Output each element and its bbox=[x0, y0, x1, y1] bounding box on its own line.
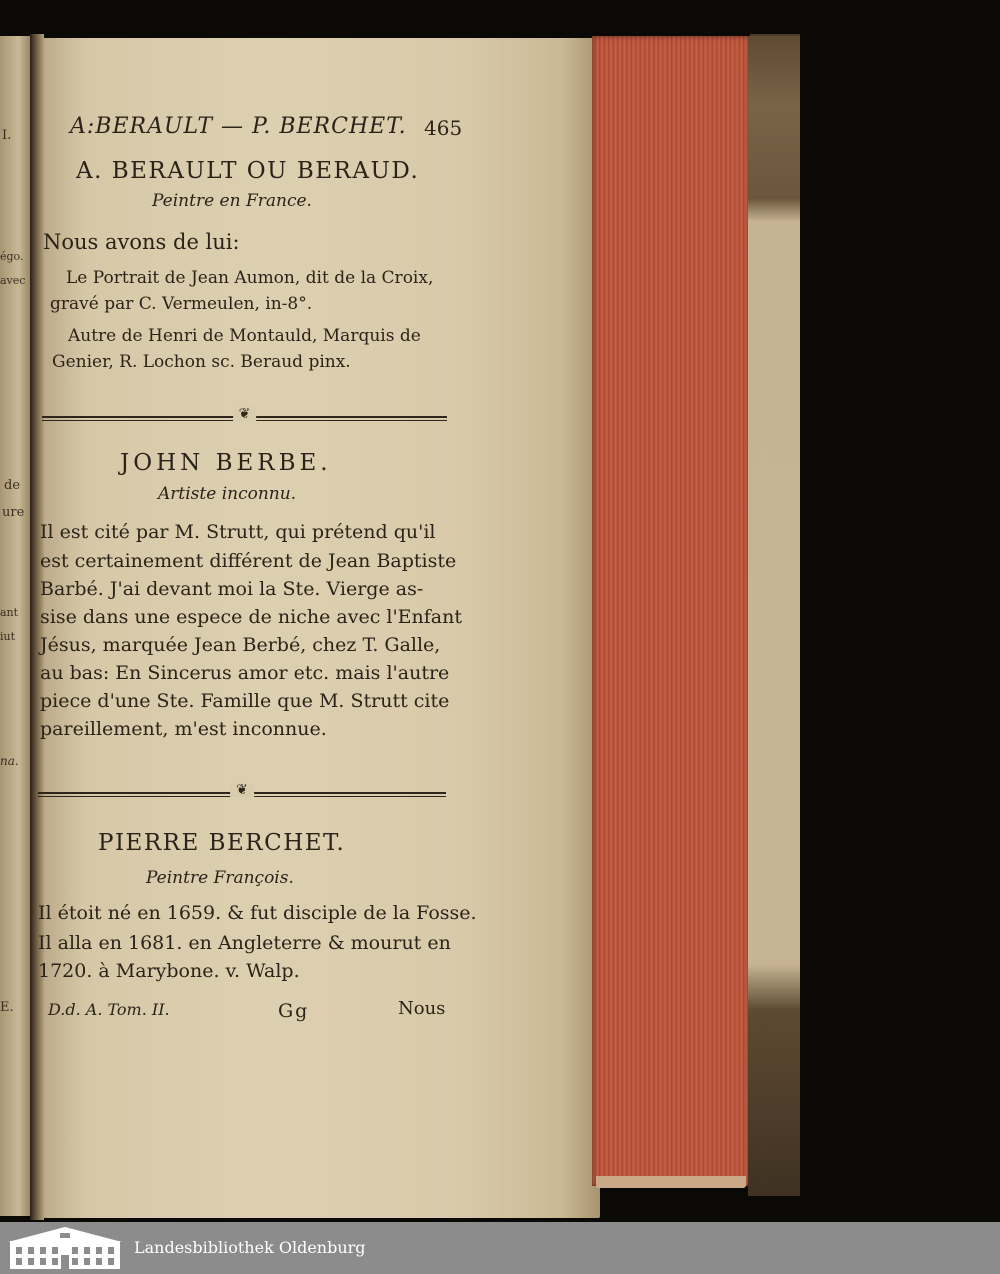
entry-line: Nous avons de lui: bbox=[43, 230, 240, 254]
recto-page bbox=[40, 38, 600, 1218]
entry-subheading: Peintre en France. bbox=[152, 191, 312, 211]
entry-line: piece d'une Ste. Famille que M. Strutt cite bbox=[40, 690, 450, 712]
entry-line: 1720. à Marybone. v. Walp. bbox=[38, 960, 300, 982]
running-head: A:BERAULT — P. BERCHET. bbox=[70, 114, 407, 139]
entry-heading: JOHN BERBE. bbox=[120, 450, 332, 476]
ornamental-rule: ❦ bbox=[42, 414, 447, 422]
ornamental-rule: ❦ bbox=[38, 790, 446, 798]
entry-line: Il est cité par M. Strutt, qui prétend qu'il bbox=[40, 521, 436, 543]
entry-line: gravé par C. Vermeulen, in-8°. bbox=[50, 294, 313, 314]
page-edge-bottom bbox=[596, 1176, 746, 1188]
entry-line: Barbé. J'ai devant moi la Ste. Vierge as- bbox=[40, 578, 424, 600]
library-banner bbox=[0, 1222, 1000, 1274]
page-edge-block bbox=[592, 36, 750, 1186]
left-page-text: na. bbox=[0, 754, 19, 768]
entry-line: Genier, R. Lochon sc. Beraud pinx. bbox=[52, 352, 351, 372]
left-page-text: E. bbox=[0, 1000, 14, 1015]
page-number: 465 bbox=[424, 116, 463, 140]
entry-line: Le Portrait de Jean Aumon, dit de la Croix, bbox=[66, 268, 434, 288]
entry-line: Il alla en 1681. en Angleterre & mourut en bbox=[38, 932, 451, 954]
left-page-text: ure bbox=[2, 505, 25, 520]
entry-subheading: Peintre François. bbox=[146, 868, 294, 888]
left-page-text: égo. bbox=[0, 250, 24, 263]
left-page-text: I. bbox=[2, 128, 12, 143]
entry-heading: A. BERAULT OU BERAUD. bbox=[76, 158, 420, 184]
entry-subheading: Artiste inconnu. bbox=[158, 484, 297, 504]
catchword: Nous bbox=[398, 998, 446, 1019]
entry-heading: PIERRE BERCHET. bbox=[98, 830, 346, 856]
entry-line: au bas: En Sincerus amor etc. mais l'autre bbox=[40, 662, 450, 684]
entry-line: pareillement, m'est inconnue. bbox=[40, 718, 327, 740]
library-building-logo bbox=[6, 1225, 124, 1271]
entry-line: Jésus, marquée Jean Berbé, chez T. Galle, bbox=[40, 634, 441, 656]
entry-line: Il étoit né en 1659. & fut disciple de la Fosse. bbox=[38, 902, 477, 924]
left-page-text: iut bbox=[0, 630, 16, 643]
signature-mark: D.d. A. Tom. II. bbox=[48, 1000, 170, 1019]
left-page-fragment bbox=[0, 36, 34, 1216]
binding-board bbox=[748, 36, 800, 1196]
left-page-text: avec bbox=[0, 274, 26, 287]
entry-line: Autre de Henri de Montauld, Marquis de bbox=[68, 326, 421, 346]
left-page-text: ant bbox=[0, 606, 19, 619]
left-page-text: de bbox=[4, 478, 21, 493]
entry-line: est certainement différent de Jean Baptiste bbox=[40, 550, 457, 572]
library-name: Landesbibliothek Oldenburg bbox=[134, 1238, 366, 1257]
entry-line: sise dans une espece de niche avec l'Enfant bbox=[40, 606, 463, 628]
gathering-mark: Gg bbox=[278, 1000, 310, 1022]
